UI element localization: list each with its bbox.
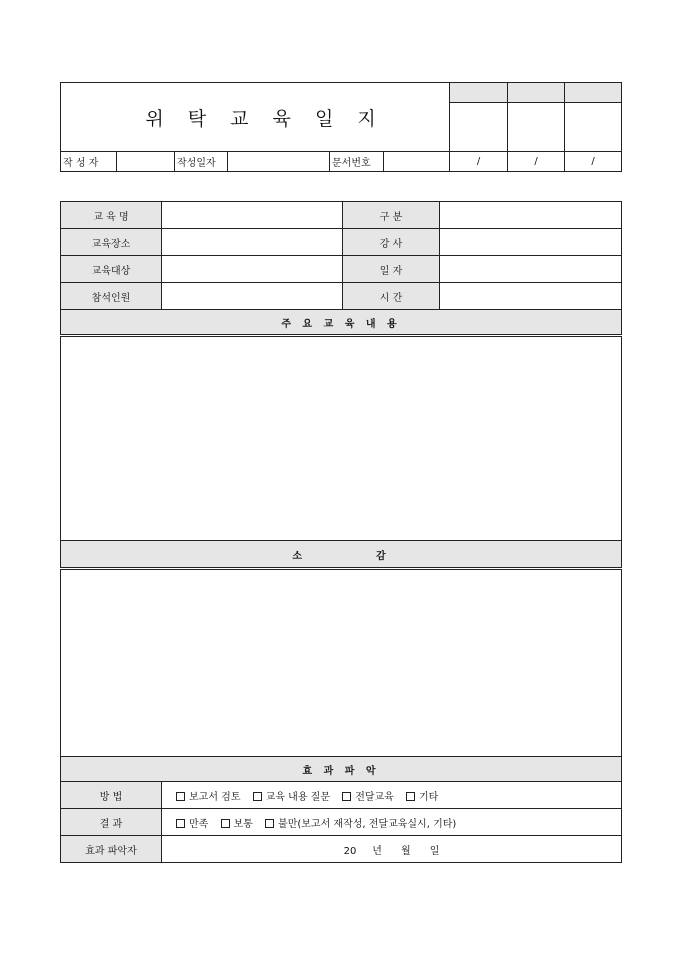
section-main-content: 주 요 교 육 내 용 <box>61 310 622 336</box>
evaluator-date[interactable]: 20 년 월 일 <box>162 836 622 863</box>
writer-field[interactable] <box>117 152 175 172</box>
method-options <box>162 782 622 809</box>
checkbox-icon[interactable] <box>253 792 262 801</box>
approval-date-3[interactable]: / <box>565 152 622 172</box>
label-instructor: 강 사 <box>343 229 440 256</box>
approval-header-cell-3 <box>565 83 622 103</box>
label-course-name: 교 육 명 <box>61 202 162 229</box>
course-name-field[interactable] <box>162 202 343 229</box>
label-attendees: 참석인원 <box>61 283 162 310</box>
target-field[interactable] <box>162 256 343 283</box>
checkbox-icon[interactable] <box>176 819 185 828</box>
approval-sign-cell-3[interactable] <box>565 103 622 152</box>
date-field[interactable] <box>228 152 330 172</box>
label-target: 교육대상 <box>61 256 162 283</box>
approval-header-cell-1 <box>450 83 508 103</box>
result-option-unsatisfied[interactable]: 불만(보고서 재작성, 전달교육실시, 기타) <box>265 819 456 830</box>
label-location: 교육장소 <box>61 229 162 256</box>
checkbox-icon[interactable] <box>176 792 185 801</box>
writer-label: 작 성 자 <box>61 152 117 172</box>
checkbox-icon[interactable] <box>265 819 274 828</box>
method-option-other[interactable]: 기타 <box>406 792 438 803</box>
opinion-area[interactable] <box>61 569 622 757</box>
approval-sign-cell-1[interactable] <box>450 103 508 152</box>
section-effect: 효 과 파 악 <box>61 757 622 782</box>
location-field[interactable] <box>162 229 343 256</box>
edu-date-field[interactable] <box>440 256 622 283</box>
section-opinion-right: 감 <box>376 550 390 562</box>
attendees-field[interactable] <box>162 283 343 310</box>
label-time: 시 간 <box>343 283 440 310</box>
checkbox-icon[interactable] <box>342 792 351 801</box>
label-category: 구 분 <box>343 202 440 229</box>
category-field[interactable] <box>440 202 622 229</box>
approval-sign-cell-2[interactable] <box>508 103 565 152</box>
label-evaluator: 효과 파악자 <box>61 836 162 863</box>
result-option-satisfied[interactable]: 만족 <box>176 819 208 830</box>
method-option-transfer[interactable]: 전달교육 <box>342 792 394 803</box>
label-method: 방 법 <box>61 782 162 809</box>
section-opinion-left: 소 <box>292 550 306 562</box>
main-content-area[interactable] <box>61 336 622 541</box>
result-option-normal[interactable]: 보통 <box>221 819 253 830</box>
result-options <box>162 809 622 836</box>
time-field[interactable] <box>440 283 622 310</box>
approval-date-1[interactable]: / <box>450 152 508 172</box>
checkbox-icon[interactable] <box>221 819 230 828</box>
doc-no-label: 문서번호 <box>330 152 384 172</box>
document-title: 위 탁 교 육 일 지 <box>61 83 450 152</box>
instructor-field[interactable] <box>440 229 622 256</box>
method-option-question[interactable]: 교육 내용 질문 <box>253 792 330 803</box>
checkbox-icon[interactable] <box>406 792 415 801</box>
label-date: 일 자 <box>343 256 440 283</box>
label-result: 결 과 <box>61 809 162 836</box>
education-info-table <box>60 201 622 863</box>
date-label: 작성일자 <box>175 152 228 172</box>
header-table <box>60 82 622 172</box>
doc-no-field[interactable] <box>384 152 450 172</box>
approval-header-cell-2 <box>508 83 565 103</box>
section-opinion <box>61 541 622 569</box>
method-option-review[interactable]: 보고서 검토 <box>176 792 240 803</box>
approval-date-2[interactable]: / <box>508 152 565 172</box>
